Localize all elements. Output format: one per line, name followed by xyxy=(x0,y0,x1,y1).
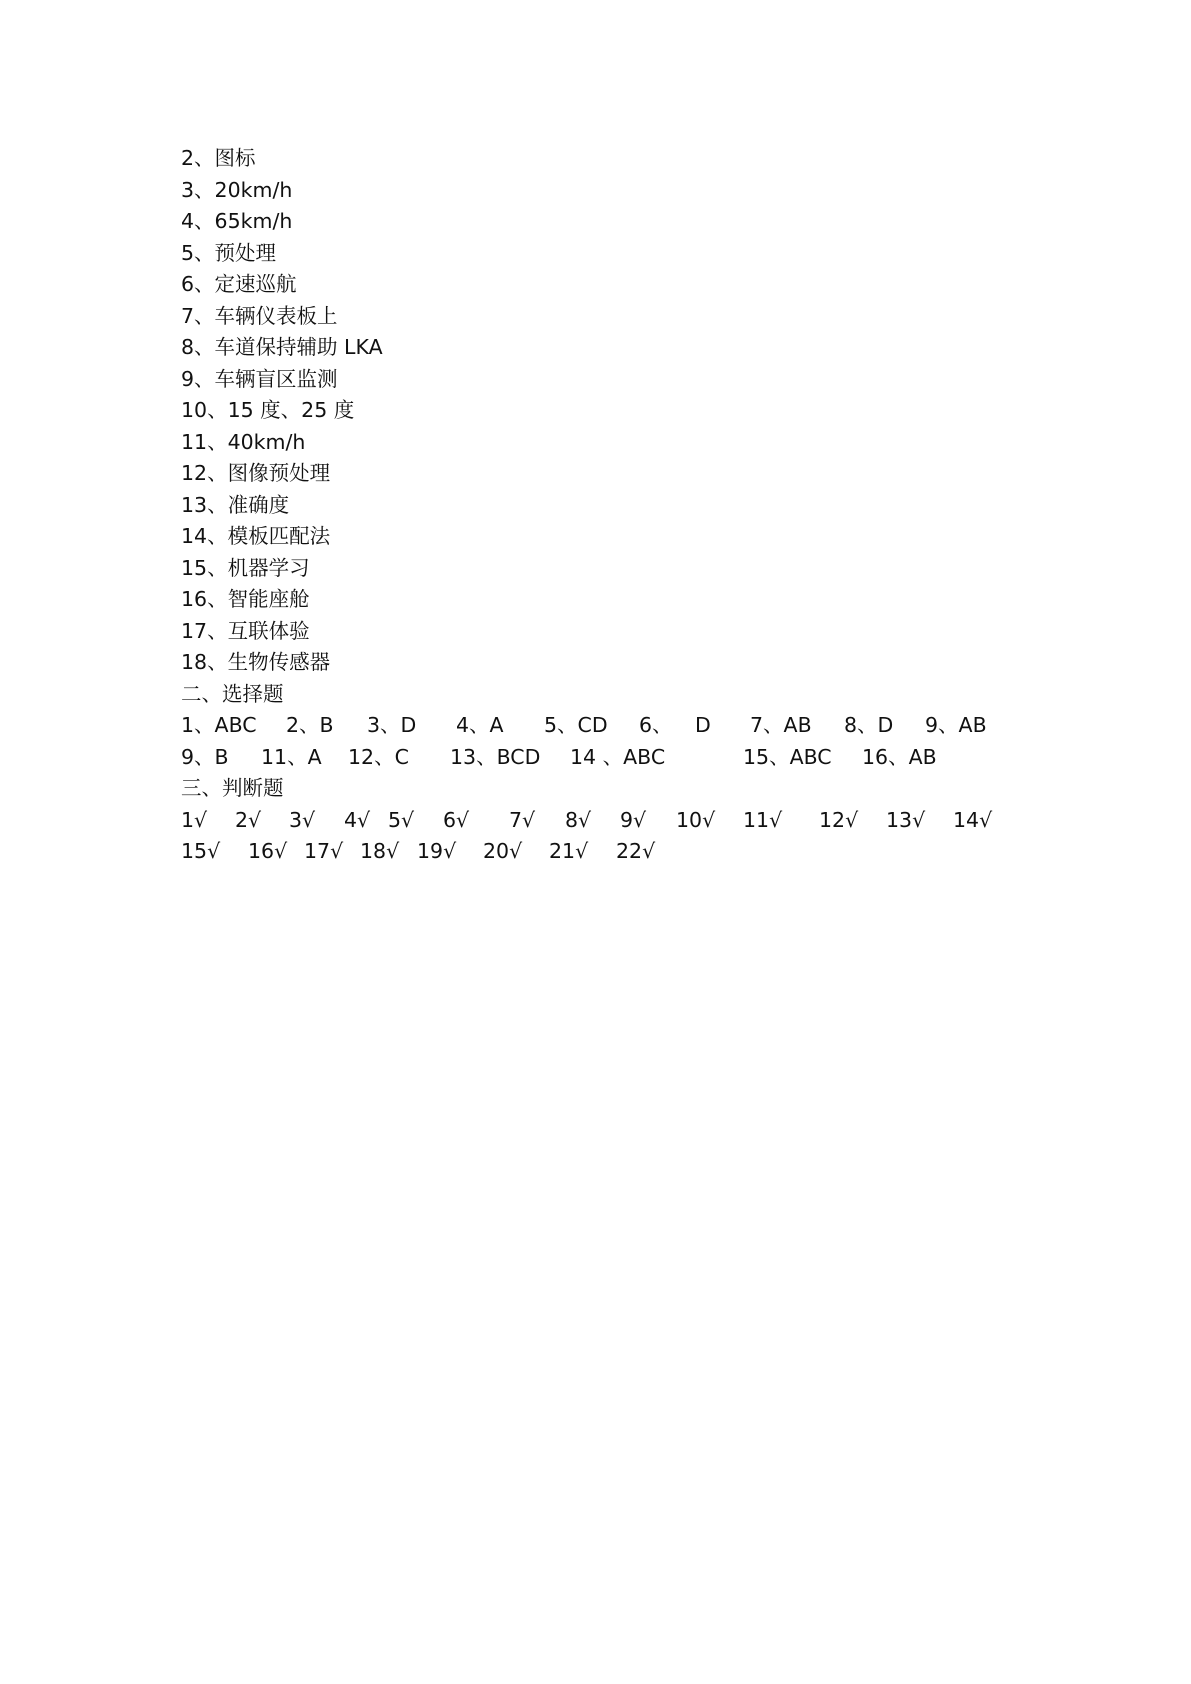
choice-answer: 6、 xyxy=(639,713,673,737)
judge-answer: 14√ xyxy=(953,807,993,832)
choice-answer: 4、A xyxy=(456,713,504,737)
fill-answer: 11、40km/h xyxy=(181,429,306,454)
choice-answer: 9、B xyxy=(181,744,229,769)
fill-answer: 2、图标 xyxy=(181,146,256,170)
judge-answer: 18√ xyxy=(360,839,400,863)
choice-answer: 13、BCD xyxy=(450,744,541,769)
choice-answer: 7、AB xyxy=(750,713,812,737)
judge-answer: 20√ xyxy=(483,839,523,863)
choice-answer: 1、ABC xyxy=(181,713,257,737)
judge-answer: 5√ xyxy=(388,807,415,832)
fill-answer: 3、20km/h xyxy=(181,177,293,202)
fill-answer: 10、15 度、25 度 xyxy=(181,398,355,422)
judge-answer: 4√ xyxy=(344,807,371,832)
judge-answers-row-2 xyxy=(181,836,1081,868)
fill-answer: 16、智能座舱 xyxy=(181,587,310,611)
judge-answer: 8√ xyxy=(565,807,592,832)
judge-answer: 1√ xyxy=(181,807,208,832)
choice-answer: 16、AB xyxy=(862,744,937,769)
fill-answer: 17、互联体验 xyxy=(181,618,310,643)
judge-answer: 21√ xyxy=(549,839,589,863)
choice-answer: 9、AB xyxy=(925,713,987,737)
choice-answer: 8、D xyxy=(844,713,894,737)
judge-answer: 12√ xyxy=(819,807,859,832)
fill-answer: 5、预处理 xyxy=(181,240,277,265)
judge-answer: 2√ xyxy=(235,807,262,832)
choice-answer: 5、CD xyxy=(544,713,608,737)
choice-answers-row-1 xyxy=(181,710,1081,742)
fill-answer: 14、模板匹配法 xyxy=(181,524,331,548)
choice-answer: 12、C xyxy=(348,744,409,769)
judge-answer: 11√ xyxy=(743,807,783,832)
fill-answer: 18、生物传感器 xyxy=(181,650,331,674)
choice-answer: 15、ABC xyxy=(743,744,832,769)
judge-answers-row-1 xyxy=(181,805,1081,837)
judge-answer: 6√ xyxy=(443,807,470,832)
choice-answer: 2、B xyxy=(286,713,334,737)
choice-answers-row-2 xyxy=(181,742,1081,774)
judge-answer: 16√ xyxy=(248,839,288,863)
judge-section-heading: 三、判断题 xyxy=(181,776,284,800)
judge-answer: 9√ xyxy=(620,807,647,832)
fill-answer: 15、机器学习 xyxy=(181,555,310,580)
judge-answer: 13√ xyxy=(886,807,926,832)
choice-section-heading: 二、选择题 xyxy=(181,681,284,706)
judge-answer: 10√ xyxy=(676,807,716,832)
fill-answer: 9、车辆盲区监测 xyxy=(181,366,338,391)
choice-answer: 11、A xyxy=(261,744,322,769)
answer-content xyxy=(181,143,1081,868)
choice-answer: 3、D xyxy=(367,713,417,737)
judge-answer: 15√ xyxy=(181,839,221,863)
fill-answer: 4、65km/h xyxy=(181,209,293,233)
choice-answer: 14 、ABC xyxy=(570,744,666,769)
fill-answer: 13、准确度 xyxy=(181,492,290,517)
choice-answer: D xyxy=(695,713,711,737)
fill-answer: 8、车道保持辅助 LKA xyxy=(181,335,383,359)
fill-answer: 12、图像预处理 xyxy=(181,461,331,485)
fill-answer: 7、车辆仪表板上 xyxy=(181,303,338,328)
fill-answer: 6、定速巡航 xyxy=(181,272,297,296)
judge-answer: 7√ xyxy=(509,807,536,832)
judge-answer: 17√ xyxy=(304,839,344,863)
judge-answer: 19√ xyxy=(417,839,457,863)
judge-answer: 22√ xyxy=(616,839,656,863)
judge-answer: 3√ xyxy=(289,807,316,832)
